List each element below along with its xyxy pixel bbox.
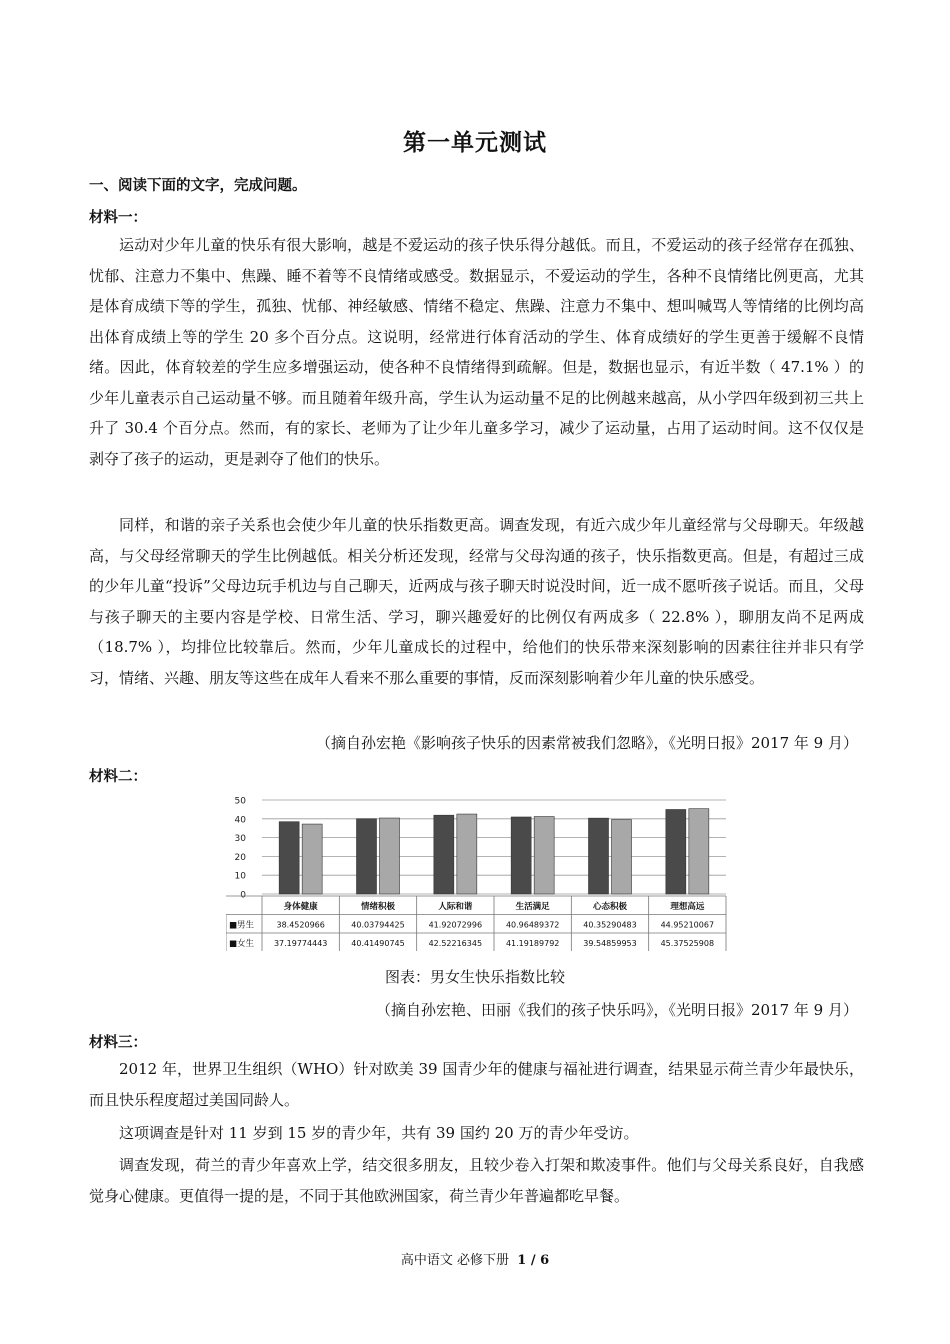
material3-label: 材料三：	[89, 1035, 147, 1051]
bar-女生-3	[534, 817, 554, 894]
y-tick-label: 50	[234, 796, 246, 807]
category-label: 生活满足	[515, 902, 550, 912]
material1-source: （摘自孙宏艳《影响孩子快乐的因素常被我们忽略》，《光明日报》2017 年 9 月）	[315, 734, 858, 752]
material2-source: （摘自孙宏艳、田丽《我们的孩子快乐吗》，《光明日报》2017 年 9 月）	[375, 1001, 858, 1019]
material1-paragraph-1: 运动对少年儿童的快乐有很大影响，越是不爱运动的孩子快乐得分越低。而且，不爱运动的孩子经常存在孤独、忧郁、注意力不集中、焦躁、睡不着等不良情绪或感受。数据显示，不爱运动的学生，各种不良情绪比例更高，尤其是体育成绩下等的学生，孤独、忧郁、神经敏感、情绪不稳定、焦躁、注意力不集中、想叫喊骂人等情绪的比例均高出体育成绩上等的学生 20 多个百分点。这说明，经常进行体育活动的学生、体育成绩好的学生更善于缓解不良情绪。因此，体育较差的学生应多增强运动，使各种不良情绪得到疏解。但是，数据也显示，有近半数（ 47.1% ）的少年儿童表示自己运动量不够。而且随着年级升高，学生认为运动量不足的比例越来越高，从小学四年级到初三共上升了 30.4 个百分点。然而，有的家长、老师为了让少年儿童多学习，减少了运动量，占用了运动时间。这不仅仅是剥夺了孩子的运动，更是剥夺了他们的快乐。	[89, 236, 864, 468]
data-label: 40.03794425	[351, 920, 405, 930]
y-tick-label: 40	[234, 815, 246, 826]
material1-label: 材料一：	[89, 210, 147, 226]
data-label: 45.37525908	[660, 939, 715, 948]
bar-男生-3	[511, 817, 531, 894]
data-label: 42.52216345	[428, 939, 483, 948]
material3-paragraph-1: 2012 年，世界卫生组织（WHO）针对欧美 39 国青少年的健康与福祉进行调查，结果显示荷兰青少年最快乐，而且快乐程度超过美国同龄人。	[89, 1060, 864, 1109]
data-label: 40.41490745	[351, 939, 405, 948]
bar-女生-0	[302, 824, 322, 894]
page-title: 第一单元测试	[403, 130, 547, 156]
chart-caption: 图表：男女生快乐指数比较	[384, 968, 565, 986]
category-label: 身体健康	[283, 902, 318, 912]
data-label: 38.4520966	[276, 920, 325, 930]
footer-text: 高中语文 必修下册	[400, 1253, 509, 1268]
y-tick-label: 20	[234, 852, 246, 863]
y-tick-label: 0	[240, 890, 246, 901]
category-label: 心态积极	[592, 902, 628, 912]
material3-paragraph-2: 这项调查是针对 11 岁到 15 岁的青少年，共有 39 国约 20 万的青少年受访。	[119, 1124, 639, 1142]
material1-paragraph-2: 同样，和谐的亲子关系也会使少年儿童的快乐指数更高。调查发现，有近六成少年儿童经常与父母聊天。年级越高，与父母经常聊天的学生比例越低。相关分析还发现，经常与父母沟通的孩子，快乐指数更高。但是，有超过三成的少年儿童“投诉”父母边玩手机边与自己聊天，近两成与孩子聊天时说没时间，近一成不愿听孩子说话。而且，父母与孩子聊天的主要内容是学校、日常生活、学习，聊兴趣爱好的比例仅有两成多（ 22.8% ），聊朋友尚不足两成（18.7% ），均排位比较靠后。然而，少年儿童成长的过程中，给他们的快乐带来深刻影响的因素往往并非只有学习，情绪、兴趣、朋友等这些在成年人看来不那么重要的事情，反而深刻影响着少年儿童的快乐感受。	[89, 516, 864, 687]
chart-svg	[226, 791, 732, 951]
bar-女生-1	[380, 818, 400, 894]
y-tick-label: 30	[234, 834, 246, 845]
bar-男生-5	[666, 809, 686, 894]
bar-男生-4	[589, 818, 609, 894]
bar-女生-4	[612, 820, 632, 894]
bar-男生-1	[357, 819, 377, 894]
page-number: 1 / 6	[517, 1253, 550, 1268]
category-label: 人际和谐	[438, 902, 473, 912]
data-label: 40.35290483	[583, 920, 637, 930]
data-label: 40.96489372	[505, 920, 560, 930]
bar-男生-0	[279, 822, 299, 894]
category-label: 理想高远	[670, 902, 705, 912]
category-label: 情绪积极	[360, 902, 396, 912]
legend-男生: ■男生	[229, 920, 255, 931]
bar-女生-2	[457, 814, 477, 894]
section-heading: 一、阅读下面的文字，完成问题。	[89, 178, 307, 194]
legend-女生: ■女生	[229, 939, 255, 949]
material3-paragraph-3: 调查发现，荷兰的青少年喜欢上学，结交很多朋友，且较少卷入打架和欺凌事件。他们与父母关系良好，自我感觉身心健康。更值得一提的是，不同于其他欧洲国家，荷兰青少年普遍都吃早餐。	[89, 1156, 864, 1205]
bar-女生-5	[689, 809, 709, 894]
data-label: 44.95210067	[660, 920, 715, 930]
data-label: 39.54859953	[583, 939, 637, 948]
material2-label: 材料二：	[89, 769, 147, 785]
page-footer	[0, 1249, 950, 1268]
y-tick-label: 10	[234, 871, 246, 882]
data-label: 41.92072996	[428, 920, 483, 930]
bar-男生-2	[434, 815, 454, 894]
data-label: 37.19774443	[273, 939, 328, 948]
happiness-chart	[226, 791, 732, 951]
data-label: 41.19189792	[505, 939, 560, 948]
